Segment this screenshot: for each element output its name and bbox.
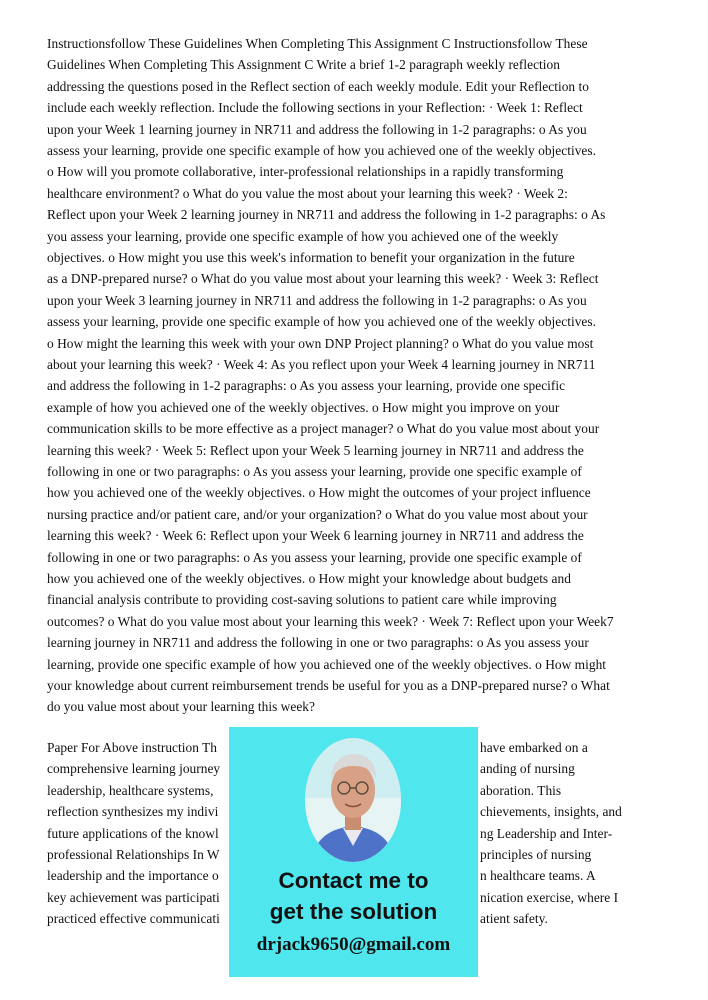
paper-text-right: aboration. This [480, 782, 562, 798]
paper-text-right: ng Leadership and Inter- [480, 825, 613, 841]
instruction-text-line: about your learning this week? · Week 4: As you reflect upon your Week 4 learning journey in NR711 [47, 357, 596, 372]
instruction-text-line: communication skills to be more effective as a project manager? o What do you value most about your [47, 421, 600, 437]
paper-text-left: key achievement was participati [47, 889, 220, 905]
instruction-text-line: o How might the learning this week with your own DNP Project planning? o What do you value most [47, 335, 594, 351]
ad-title [229, 865, 478, 927]
paper-text-left: practiced effective communicati [47, 911, 220, 927]
instruction-text-line: how you achieved one of the weekly objectives. o How might your knowledge about budgets and [47, 571, 571, 586]
paper-text-right: n healthcare teams. A [480, 868, 596, 884]
paper-text-left: Paper For Above instruction Th [47, 740, 217, 755]
instruction-text-line: how you achieved one of the weekly objectives. o How might the outcomes of your project influence [47, 485, 591, 501]
contact-ad-banner[interactable] [229, 727, 478, 977]
paper-text-left: comprehensive learning journey [47, 761, 221, 777]
instruction-text-line: do you value most about your learning this week? [47, 699, 315, 715]
instruction-text-line: include each weekly reflection. Include the following sections in your Reflection: · Week 1: Reflect [47, 100, 583, 116]
instruction-text-line: healthcare environment? o What do you value the most about your learning this week? · Week 2: [47, 185, 568, 201]
instruction-text-line: example of how you achieved one of the weekly objectives. o How might you improve on your [47, 399, 560, 415]
instruction-text-line: objectives. o How might you use this week's information to benefit your organization in the future [47, 250, 575, 265]
instruction-text-line: you assess your learning, provide one specific example of how you achieved one of the weekly [47, 228, 559, 244]
instruction-text-line: following in one or two paragraphs: o As you assess your learning, provide one specific example of [47, 464, 582, 479]
paper-text-right: anding of nursing [480, 761, 575, 777]
ad-title-line: Contact me to [278, 868, 429, 893]
paper-text-left: leadership, healthcare systems, [47, 782, 214, 798]
instruction-text-line: following in one or two paragraphs: o As you assess your learning, provide one specific example of [47, 549, 582, 565]
instruction-text-line: outcomes? o What do you value most about your learning this week? · Week 7: Reflect upon your Week7 [47, 613, 614, 629]
paper-text-right: principles of nursing [480, 847, 592, 862]
instruction-text-line: learning journey in NR711 and address the following in one or two paragraphs: o As you assess your [47, 635, 589, 651]
instruction-text-line: upon your Week 3 learning journey in NR711 and address the following in 1-2 paragraphs: o As you [47, 292, 587, 308]
instruction-text-line: learning this week? · Week 5: Reflect upon your Week 5 learning journey in NR711 and address the [47, 442, 584, 458]
instruction-text-line: as a DNP-prepared nurse? o What do you value most about your learning this week? · Week 3: Reflect [47, 271, 599, 287]
avatar [305, 738, 401, 862]
paper-text-left: future applications of the knowl [47, 825, 219, 841]
instruction-text-line: your knowledge about current reimbursement trends be useful for you as a DNP-prepared nurse? o What [47, 678, 610, 693]
paper-text-right: atient safety. [480, 911, 548, 927]
paper-text-right: have embarked on a [480, 740, 588, 755]
instruction-text-line: learning this week? · Week 6: Reflect upon your Week 6 learning journey in NR711 and address the [47, 528, 584, 544]
instruction-text-line: financial analysis contribute to providing cost-saving solutions to patient care while improving [47, 592, 557, 608]
paper-text-right: chievements, insights, and [480, 804, 622, 820]
instruction-text-line: and address the following in 1-2 paragraphs: o As you assess your learning, provide one specific [47, 378, 566, 394]
instruction-text-line: nursing practice and/or patient care, and/or your organization? o What do you value most about your [47, 506, 588, 522]
instruction-text-line: Reflect upon your Week 2 learning journey in NR711 and address the following in 1-2 paragraphs: o As [47, 207, 606, 223]
instruction-text-line: assess your learning, provide one specific example of how you achieved one of the weekly objectives. [47, 143, 596, 158]
instruction-text-line: Instructionsfollow These Guidelines When Completing This Assignment C Instructionsfollow These [47, 36, 588, 51]
instruction-text-line: learning, provide one specific example of how you achieved one of the weekly objectives. o How might [47, 656, 607, 672]
instruction-text-line: upon your Week 1 learning journey in NR711 and address the following in 1-2 paragraphs: o As you [47, 121, 587, 137]
instruction-text-line: assess your learning, provide one specific example of how you achieved one of the weekly objectives. [47, 314, 596, 330]
instruction-text-line: addressing the questions posed in the Reflect section of each weekly module. Edit your Reflection to [47, 78, 589, 94]
instruction-text-line: Guidelines When Completing This Assignment C Write a brief 1-2 paragraph weekly reflection [47, 57, 560, 73]
paper-text-right: nication exercise, where I [480, 889, 619, 905]
instruction-text-line: o How will you promote collaborative, inter-professional relationships in a rapidly transforming [47, 164, 564, 180]
contact-email-link[interactable]: drjack9650@gmail.com [256, 934, 451, 955]
paper-text-left: reflection synthesizes my indivi [47, 804, 219, 820]
paper-text-left: leadership and the importance o [47, 868, 219, 884]
paper-text-left: professional Relationships In W [47, 847, 220, 862]
ad-title-line: get the solution [269, 899, 438, 924]
